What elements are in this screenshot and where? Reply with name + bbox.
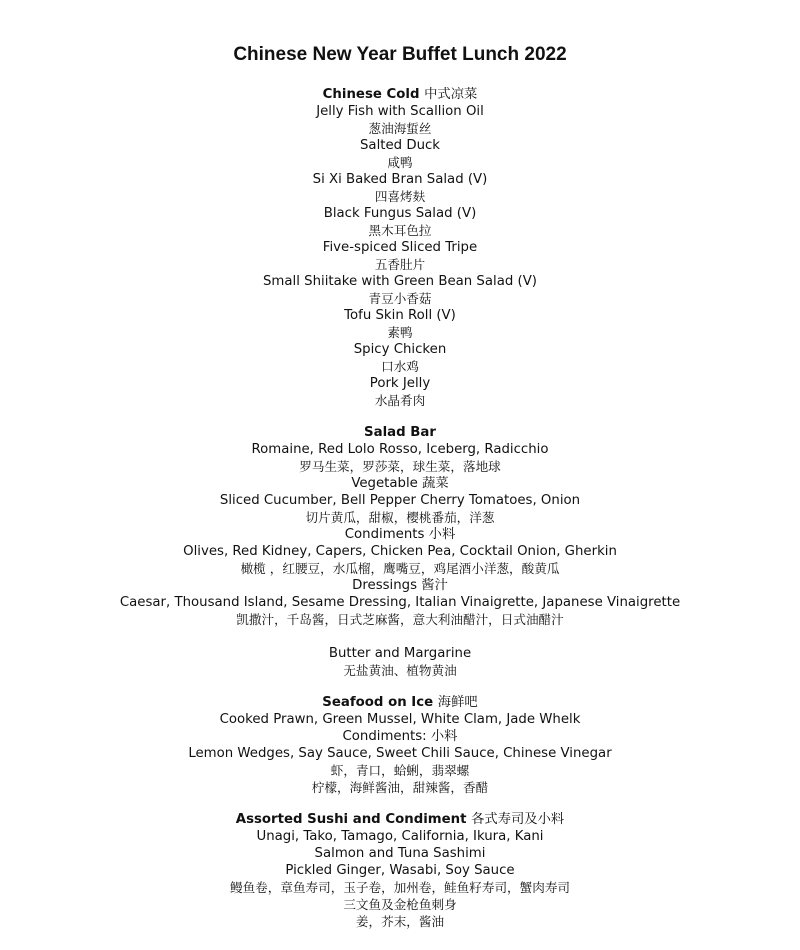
menu-item-line: Condiments: 小料 [342, 729, 458, 744]
section-heading-en: Chinese Cold [322, 87, 420, 102]
menu-item-line: Si Xi Baked Bran Salad (V) [312, 172, 488, 187]
menu-section [0, 86, 800, 409]
menu-item-line: 葱油海蜇丝 [368, 121, 432, 136]
menu-item-line: Caesar, Thousand Island, Sesame Dressing, Italian Vinaigrette, Japanese Vinaigrette [119, 595, 681, 610]
menu-item-line: Unagi, Tako, Tamago, California, Ikura, Kani [256, 829, 544, 844]
menu-item-line: Pickled Ginger, Wasabi, Soy Sauce [285, 863, 515, 878]
menu-item-line: 橄榄 ，红腰豆，水瓜榴，鹰嘴豆，鸡尾酒小洋葱，酸黄瓜 [240, 561, 560, 576]
menu-sections [0, 86, 800, 930]
menu-section [0, 811, 800, 930]
menu-item-line: Butter and Margarine [328, 646, 472, 661]
menu-item-line: Romaine, Red Lolo Rosso, Iceberg, Radicchio [251, 442, 549, 457]
section-heading-en: Assorted Sushi and Condiment [235, 812, 467, 827]
menu-item-line: Salmon and Tuna Sashimi [314, 846, 486, 861]
section-heading-zh: 各式寿司及小料 [471, 812, 565, 827]
section-heading [0, 811, 800, 828]
menu-item-line: Spicy Chicken [353, 342, 447, 357]
menu-section [0, 694, 800, 796]
menu-item-line: 四喜烤麸 [374, 189, 426, 204]
menu-item-line: 水晶肴肉 [374, 393, 426, 408]
menu-item-line: Vegetable 蔬菜 [351, 476, 449, 491]
section-heading-zh: 中式凉菜 [424, 87, 478, 102]
menu-item-line: Black Fungus Salad (V) [323, 206, 477, 221]
menu-item-line: 黑木耳色拉 [368, 223, 432, 238]
menu-item-line: Dressings 酱汁 [352, 578, 448, 593]
menu-item-line: 口水鸡 [381, 359, 419, 374]
menu-item-line: 青豆小香菇 [368, 291, 432, 306]
menu-item-line: 虾，青口，蛤蜊，翡翠螺 [330, 763, 470, 778]
menu-item-line: Pork Jelly [369, 376, 431, 391]
section-heading-en: Salad Bar [364, 425, 436, 440]
section-heading [0, 424, 800, 441]
menu-item-line: Condiments 小料 [344, 527, 456, 542]
menu-item-line: Lemon Wedges, Say Sauce, Sweet Chili Sauce, Chinese Vinegar [188, 746, 612, 761]
menu-item-line: Five-spiced Sliced Tripe [322, 240, 478, 255]
menu-item-line: Salted Duck [359, 138, 441, 153]
spacer [0, 628, 800, 645]
menu-item-line: Small Shiitake with Green Bean Salad (V) [262, 274, 537, 289]
menu-section [0, 424, 800, 679]
menu-item-line: 三文鱼及金枪鱼刺身 [343, 897, 457, 912]
menu-item-line: 姜，芥末，酱油 [355, 914, 445, 929]
menu-item-line: 柠檬，海鲜酱油，甜辣酱，香醋 [311, 780, 489, 795]
page-title: Chinese New Year Buffet Lunch 2022 [233, 44, 567, 65]
section-heading-en: Seafood on Ice [322, 695, 434, 710]
menu-item-line: 切片黄瓜，甜椒，樱桃番茄，洋葱 [305, 510, 495, 525]
menu-item-line: 咸鸭 [387, 155, 413, 170]
menu-item-line: Tofu Skin Roll (V) [344, 308, 456, 323]
section-heading [0, 86, 800, 103]
section-heading-zh: 海鲜吧 [437, 695, 478, 710]
menu-item-line: 凯撒汁，千岛酱，日式芝麻酱，意大利油醋汁，日式油醋汁 [236, 612, 564, 627]
section-heading [0, 694, 800, 711]
menu-item-line: Olives, Red Kidney, Capers, Chicken Pea, Cocktail Onion, Gherkin [183, 544, 617, 559]
menu-item-line: 鳗鱼卷，章鱼寿司，玉子卷，加州卷，鲑鱼籽寿司，蟹肉寿司 [229, 880, 571, 895]
menu-item-line: Cooked Prawn, Green Mussel, White Clam, Jade Whelk [219, 712, 581, 727]
menu-item-line: 五香肚片 [374, 257, 426, 272]
menu-item-line: Jelly Fish with Scallion Oil [316, 104, 484, 119]
menu-item-line: 素鸭 [387, 325, 413, 340]
menu-item-line: 无盐黄油、植物黄油 [343, 663, 457, 678]
menu-item-line: 罗马生菜，罗莎菜，球生菜，落地球 [299, 459, 501, 474]
menu-item-line: Sliced Cucumber, Bell Pepper Cherry Tomatoes, Onion [219, 493, 581, 508]
